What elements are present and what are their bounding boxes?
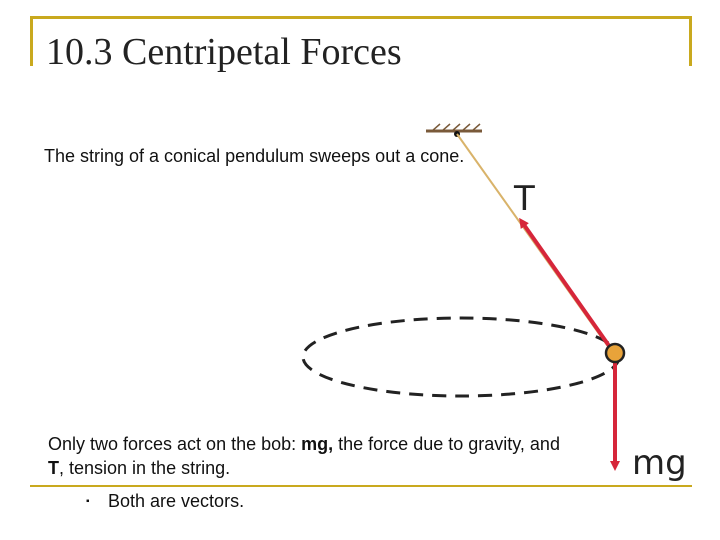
circular-path	[303, 318, 619, 396]
forces-text-part1: Only two forces act on the bob:	[48, 434, 302, 454]
mg-term: mg,	[301, 434, 334, 454]
gravity-label: mg	[632, 443, 687, 483]
t-term: T	[48, 458, 59, 478]
tension-label: T	[514, 179, 535, 219]
intro-text: The string of a conical pendulum sweeps out a cone.	[44, 146, 465, 166]
forces-text-part2: the force due to gravity, and	[333, 434, 560, 454]
bullet-text: Both are vectors.	[108, 491, 245, 511]
bullet-icon: ▪	[86, 496, 90, 507]
forces-text	[48, 432, 578, 480]
pendulum-bob	[606, 344, 624, 362]
ceiling-support	[426, 124, 482, 131]
tension-vector	[522, 222, 612, 350]
forces-text-part3: , tension in the string.	[59, 458, 231, 478]
slide-title: 10.3 Centripetal Forces	[46, 31, 402, 73]
